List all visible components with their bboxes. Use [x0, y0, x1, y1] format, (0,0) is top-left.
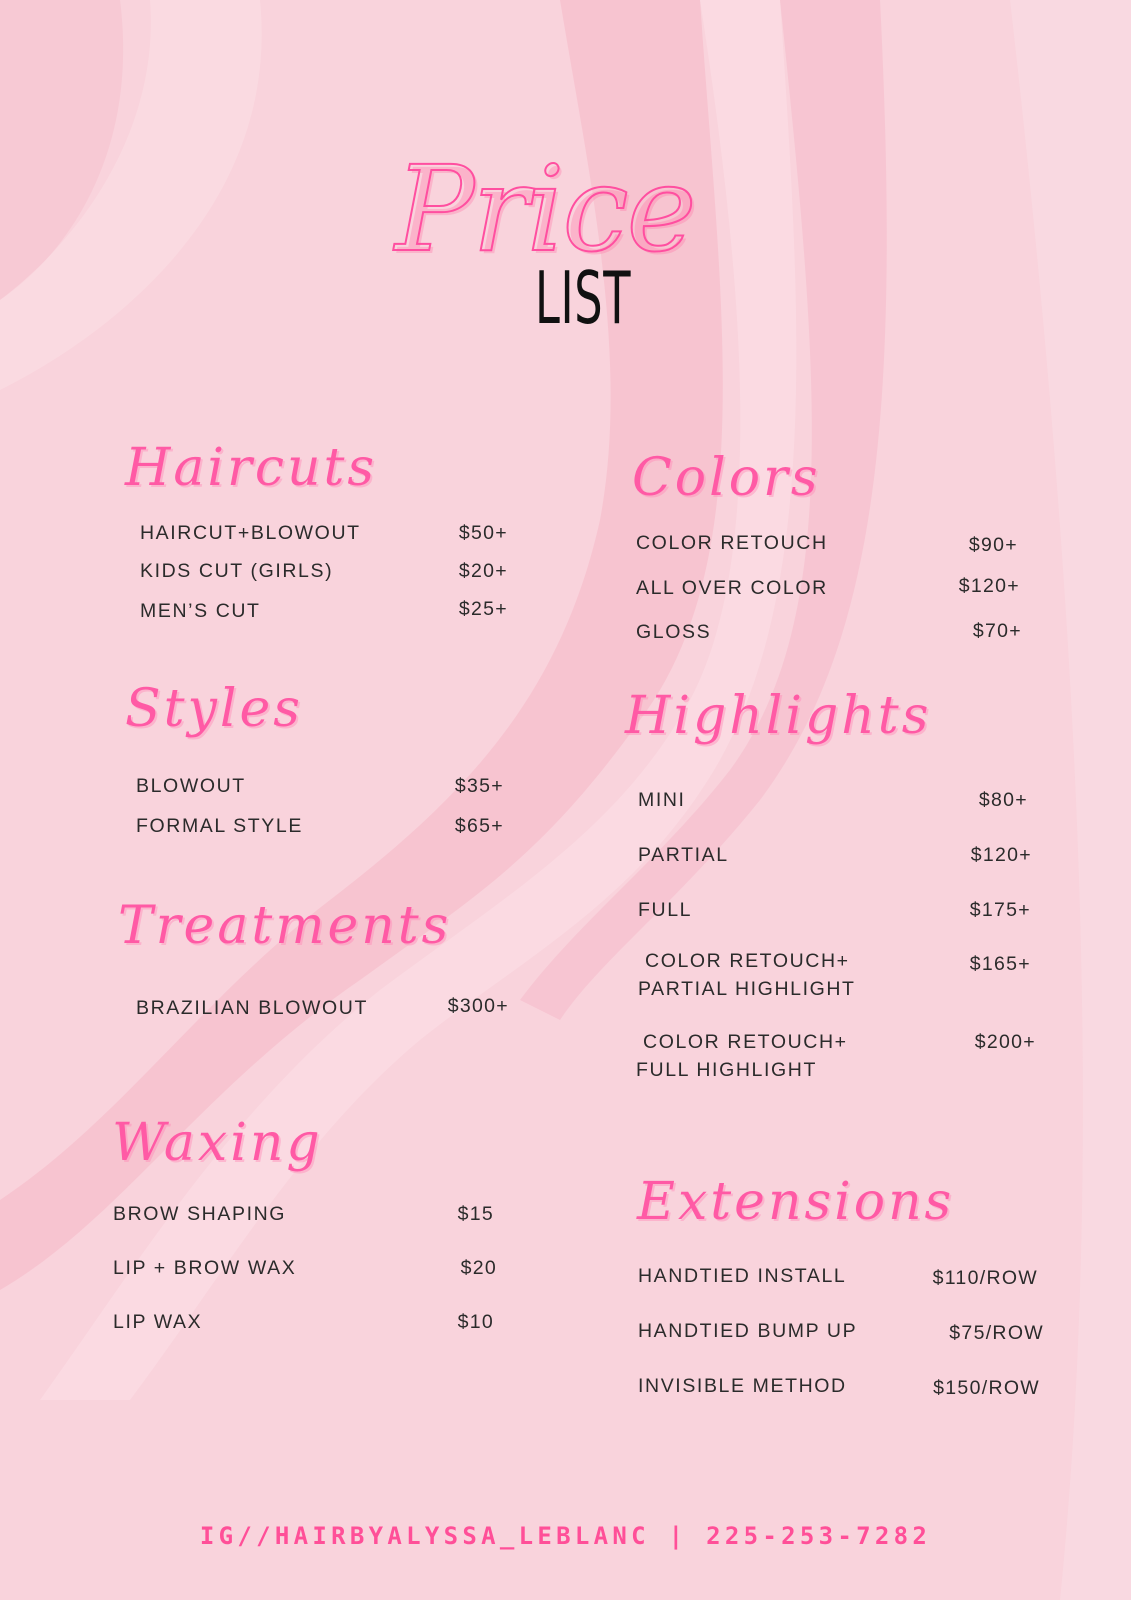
styles-price: $35+	[454, 775, 504, 797]
colors-item: ALL OVER COLOR	[636, 577, 828, 599]
extensions-price: $75/ROW	[949, 1322, 1044, 1344]
highlights-price: $165+	[969, 953, 1031, 975]
styles-item: FORMAL STYLE	[136, 815, 303, 837]
haircuts-heading: Haircuts	[125, 438, 378, 498]
extensions-item: INVISIBLE METHOD	[638, 1375, 847, 1397]
highlights-price: $120+	[970, 844, 1032, 866]
highlights-price: $200+	[974, 1031, 1036, 1053]
highlights-item: FULL	[638, 899, 693, 921]
highlights-price: $80+	[978, 789, 1028, 811]
styles-heading: Styles	[125, 679, 303, 739]
haircuts-price: $25+	[458, 598, 508, 620]
treatments-item: BRAZILIAN BLOWOUT	[136, 997, 368, 1019]
colors-price: $120+	[958, 575, 1020, 597]
highlights-item: PARTIAL	[638, 844, 729, 866]
styles-price: $65+	[454, 815, 504, 837]
extensions-price: $110/ROW	[932, 1267, 1038, 1289]
highlights-price: $175+	[969, 899, 1031, 921]
extensions-heading: Extensions	[637, 1172, 955, 1232]
footer-contact: IG//HAIRBYALYSSA_LEBLANC | 225-253-7282	[199, 1522, 932, 1550]
waxing-item: LIP WAX	[113, 1311, 203, 1333]
waxing-item: LIP + BROW WAX	[113, 1257, 297, 1279]
haircuts-price: $20+	[458, 560, 508, 582]
treatments-price: $300+	[447, 995, 509, 1017]
colors-item: COLOR RETOUCH	[636, 532, 828, 554]
waxing-price: $15	[457, 1203, 494, 1225]
treatments-heading: Treatments	[118, 896, 452, 956]
waxing-heading: Waxing	[112, 1113, 323, 1173]
title-list: LIST	[535, 256, 632, 340]
highlights-heading: Highlights	[625, 686, 932, 746]
highlights-item: MINI	[638, 789, 686, 811]
extensions-item: HANDTIED INSTALL	[638, 1265, 847, 1287]
title-script: Price	[395, 140, 695, 278]
haircuts-price: $50+	[458, 522, 508, 544]
colors-price: $70+	[972, 620, 1022, 642]
haircuts-item: MEN’S CUT	[140, 600, 261, 622]
colors-heading: Colors	[632, 448, 821, 508]
highlights-item: COLOR RETOUCH+ FULL HIGHLIGHT	[636, 1031, 848, 1081]
waxing-price: $20	[460, 1257, 497, 1279]
waxing-item: BROW SHAPING	[113, 1203, 287, 1225]
colors-item: GLOSS	[636, 621, 712, 643]
extensions-item: HANDTIED BUMP UP	[638, 1320, 858, 1342]
extensions-price: $150/ROW	[933, 1377, 1040, 1399]
haircuts-item: KIDS CUT (GIRLS)	[140, 560, 334, 582]
waxing-price: $10	[457, 1311, 494, 1333]
colors-price: $90+	[968, 534, 1018, 556]
styles-item: BLOWOUT	[136, 775, 246, 797]
haircuts-item: HAIRCUT+BLOWOUT	[140, 522, 361, 544]
highlights-item: COLOR RETOUCH+ PARTIAL HIGHLIGHT	[638, 950, 856, 1000]
